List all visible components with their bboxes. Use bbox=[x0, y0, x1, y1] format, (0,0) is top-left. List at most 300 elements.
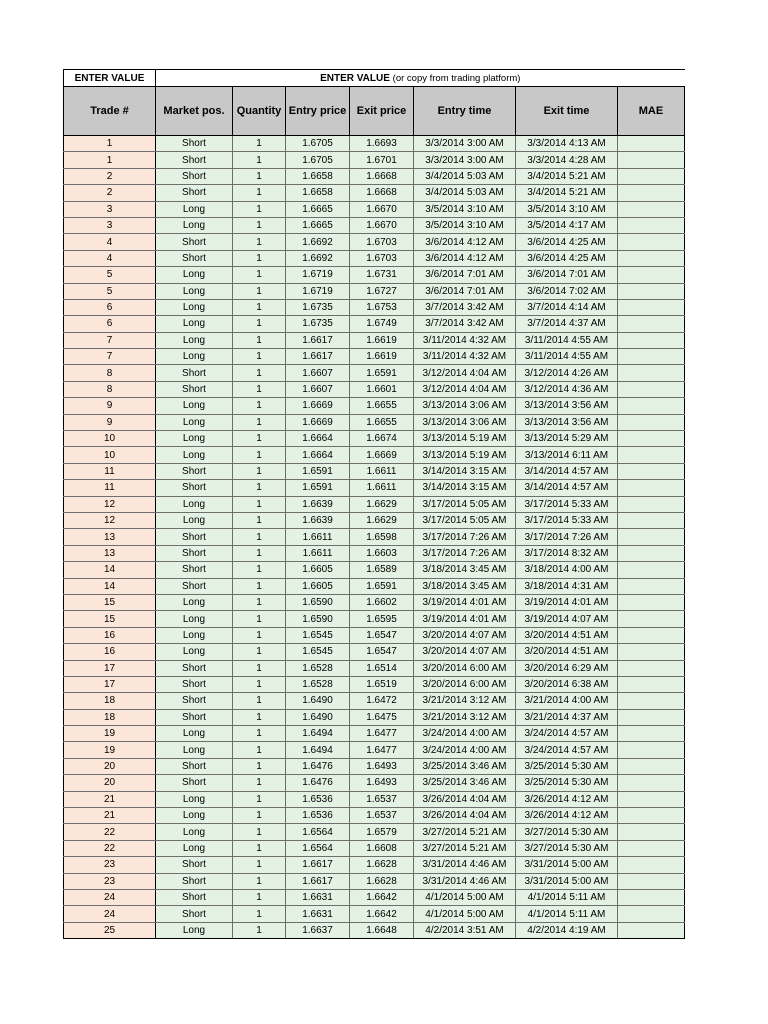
exit-time-cell[interactable]: 3/26/2014 4:12 AM bbox=[516, 808, 618, 824]
mae-cell[interactable] bbox=[618, 726, 685, 742]
entry-time-cell[interactable]: 3/24/2014 4:00 AM bbox=[414, 742, 516, 758]
exit-time-cell[interactable]: 3/20/2014 6:29 AM bbox=[516, 660, 618, 676]
trade-number-cell[interactable]: 9 bbox=[64, 398, 156, 414]
trade-number-cell[interactable]: 3 bbox=[64, 201, 156, 217]
market-position-cell[interactable]: Short bbox=[156, 676, 233, 692]
mae-cell[interactable] bbox=[618, 234, 685, 250]
exit-price-cell[interactable]: 1.6514 bbox=[350, 660, 414, 676]
market-position-cell[interactable]: Short bbox=[156, 873, 233, 889]
exit-price-cell[interactable]: 1.6629 bbox=[350, 496, 414, 512]
trade-number-cell[interactable]: 1 bbox=[64, 136, 156, 152]
mae-cell[interactable] bbox=[618, 512, 685, 528]
market-position-cell[interactable]: Long bbox=[156, 201, 233, 217]
mae-cell[interactable] bbox=[618, 201, 685, 217]
exit-price-cell[interactable]: 1.6547 bbox=[350, 627, 414, 643]
market-position-cell[interactable]: Long bbox=[156, 627, 233, 643]
entry-price-cell[interactable]: 1.6617 bbox=[286, 857, 350, 873]
market-position-cell[interactable]: Short bbox=[156, 463, 233, 479]
entry-price-cell[interactable]: 1.6735 bbox=[286, 316, 350, 332]
exit-price-cell[interactable]: 1.6693 bbox=[350, 136, 414, 152]
entry-price-cell[interactable]: 1.6590 bbox=[286, 611, 350, 627]
trade-number-cell[interactable]: 7 bbox=[64, 349, 156, 365]
exit-time-cell[interactable]: 3/13/2014 6:11 AM bbox=[516, 447, 618, 463]
trade-number-cell[interactable]: 7 bbox=[64, 332, 156, 348]
exit-price-cell[interactable]: 1.6608 bbox=[350, 840, 414, 856]
quantity-cell[interactable]: 1 bbox=[233, 349, 286, 365]
quantity-cell[interactable]: 1 bbox=[233, 447, 286, 463]
entry-price-cell[interactable]: 1.6631 bbox=[286, 889, 350, 905]
exit-time-cell[interactable]: 3/7/2014 4:14 AM bbox=[516, 299, 618, 315]
exit-price-cell[interactable]: 1.6611 bbox=[350, 480, 414, 496]
mae-cell[interactable] bbox=[618, 578, 685, 594]
entry-time-cell[interactable]: 3/4/2014 5:03 AM bbox=[414, 185, 516, 201]
trade-number-cell[interactable]: 1 bbox=[64, 152, 156, 168]
market-position-cell[interactable]: Long bbox=[156, 217, 233, 233]
entry-time-cell[interactable]: 3/21/2014 3:12 AM bbox=[414, 693, 516, 709]
entry-price-cell[interactable]: 1.6639 bbox=[286, 512, 350, 528]
entry-price-cell[interactable]: 1.6476 bbox=[286, 758, 350, 774]
exit-time-cell[interactable]: 3/14/2014 4:57 AM bbox=[516, 480, 618, 496]
quantity-cell[interactable]: 1 bbox=[233, 676, 286, 692]
entry-price-cell[interactable]: 1.6617 bbox=[286, 873, 350, 889]
exit-price-cell[interactable]: 1.6648 bbox=[350, 922, 414, 938]
market-position-cell[interactable]: Long bbox=[156, 808, 233, 824]
exit-time-cell[interactable]: 3/26/2014 4:12 AM bbox=[516, 791, 618, 807]
entry-price-cell[interactable]: 1.6664 bbox=[286, 431, 350, 447]
trade-number-cell[interactable]: 21 bbox=[64, 808, 156, 824]
quantity-cell[interactable]: 1 bbox=[233, 808, 286, 824]
exit-time-cell[interactable]: 3/20/2014 4:51 AM bbox=[516, 644, 618, 660]
market-position-cell[interactable]: Short bbox=[156, 152, 233, 168]
market-position-cell[interactable]: Long bbox=[156, 726, 233, 742]
entry-time-cell[interactable]: 3/26/2014 4:04 AM bbox=[414, 808, 516, 824]
quantity-cell[interactable]: 1 bbox=[233, 660, 286, 676]
quantity-cell[interactable]: 1 bbox=[233, 217, 286, 233]
market-position-cell[interactable]: Short bbox=[156, 660, 233, 676]
trade-number-cell[interactable]: 13 bbox=[64, 529, 156, 545]
mae-cell[interactable] bbox=[618, 594, 685, 610]
exit-price-cell[interactable]: 1.6619 bbox=[350, 349, 414, 365]
exit-price-cell[interactable]: 1.6628 bbox=[350, 873, 414, 889]
exit-price-cell[interactable]: 1.6668 bbox=[350, 185, 414, 201]
exit-price-cell[interactable]: 1.6589 bbox=[350, 562, 414, 578]
exit-price-cell[interactable]: 1.6602 bbox=[350, 594, 414, 610]
exit-time-cell[interactable]: 3/13/2014 5:29 AM bbox=[516, 431, 618, 447]
quantity-cell[interactable]: 1 bbox=[233, 889, 286, 905]
entry-time-cell[interactable]: 3/18/2014 3:45 AM bbox=[414, 578, 516, 594]
market-position-cell[interactable]: Short bbox=[156, 906, 233, 922]
exit-time-cell[interactable]: 3/3/2014 4:28 AM bbox=[516, 152, 618, 168]
mae-cell[interactable] bbox=[618, 758, 685, 774]
mae-cell[interactable] bbox=[618, 906, 685, 922]
trade-number-cell[interactable]: 8 bbox=[64, 365, 156, 381]
mae-cell[interactable] bbox=[618, 267, 685, 283]
mae-cell[interactable] bbox=[618, 316, 685, 332]
exit-time-cell[interactable]: 3/21/2014 4:37 AM bbox=[516, 709, 618, 725]
trade-number-cell[interactable]: 15 bbox=[64, 594, 156, 610]
exit-time-cell[interactable]: 3/20/2014 6:38 AM bbox=[516, 676, 618, 692]
entry-time-cell[interactable]: 3/6/2014 4:12 AM bbox=[414, 250, 516, 266]
trade-number-cell[interactable]: 4 bbox=[64, 234, 156, 250]
mae-cell[interactable] bbox=[618, 496, 685, 512]
trade-number-cell[interactable]: 8 bbox=[64, 381, 156, 397]
entry-time-cell[interactable]: 3/13/2014 5:19 AM bbox=[414, 447, 516, 463]
entry-time-cell[interactable]: 3/11/2014 4:32 AM bbox=[414, 349, 516, 365]
market-position-cell[interactable]: Long bbox=[156, 299, 233, 315]
trade-number-cell[interactable]: 2 bbox=[64, 168, 156, 184]
trade-number-cell[interactable]: 11 bbox=[64, 463, 156, 479]
entry-price-cell[interactable]: 1.6665 bbox=[286, 201, 350, 217]
mae-cell[interactable] bbox=[618, 431, 685, 447]
trade-number-cell[interactable]: 6 bbox=[64, 299, 156, 315]
trade-number-cell[interactable]: 14 bbox=[64, 562, 156, 578]
entry-price-cell[interactable]: 1.6692 bbox=[286, 250, 350, 266]
exit-price-cell[interactable]: 1.6519 bbox=[350, 676, 414, 692]
market-position-cell[interactable]: Short bbox=[156, 545, 233, 561]
trade-number-cell[interactable]: 12 bbox=[64, 512, 156, 528]
market-position-cell[interactable]: Short bbox=[156, 250, 233, 266]
market-position-cell[interactable]: Short bbox=[156, 529, 233, 545]
exit-time-cell[interactable]: 3/17/2014 5:33 AM bbox=[516, 512, 618, 528]
exit-time-cell[interactable]: 3/31/2014 5:00 AM bbox=[516, 873, 618, 889]
market-position-cell[interactable]: Long bbox=[156, 824, 233, 840]
quantity-cell[interactable]: 1 bbox=[233, 398, 286, 414]
exit-time-cell[interactable]: 3/6/2014 4:25 AM bbox=[516, 234, 618, 250]
exit-price-cell[interactable]: 1.6642 bbox=[350, 906, 414, 922]
entry-time-cell[interactable]: 3/26/2014 4:04 AM bbox=[414, 791, 516, 807]
exit-price-cell[interactable]: 1.6674 bbox=[350, 431, 414, 447]
exit-price-cell[interactable]: 1.6475 bbox=[350, 709, 414, 725]
quantity-cell[interactable]: 1 bbox=[233, 185, 286, 201]
mae-cell[interactable] bbox=[618, 463, 685, 479]
quantity-cell[interactable]: 1 bbox=[233, 611, 286, 627]
entry-time-cell[interactable]: 4/2/2014 3:51 AM bbox=[414, 922, 516, 938]
exit-time-cell[interactable]: 3/11/2014 4:55 AM bbox=[516, 332, 618, 348]
exit-time-cell[interactable]: 3/11/2014 4:55 AM bbox=[516, 349, 618, 365]
exit-price-cell[interactable]: 1.6655 bbox=[350, 398, 414, 414]
exit-price-cell[interactable]: 1.6601 bbox=[350, 381, 414, 397]
exit-time-cell[interactable]: 3/21/2014 4:00 AM bbox=[516, 693, 618, 709]
exit-time-cell[interactable]: 3/6/2014 7:01 AM bbox=[516, 267, 618, 283]
entry-price-cell[interactable]: 1.6490 bbox=[286, 693, 350, 709]
exit-time-cell[interactable]: 3/4/2014 5:21 AM bbox=[516, 185, 618, 201]
mae-cell[interactable] bbox=[618, 365, 685, 381]
mae-cell[interactable] bbox=[618, 168, 685, 184]
entry-price-cell[interactable]: 1.6607 bbox=[286, 365, 350, 381]
exit-time-cell[interactable]: 3/5/2014 4:17 AM bbox=[516, 217, 618, 233]
entry-time-cell[interactable]: 3/31/2014 4:46 AM bbox=[414, 873, 516, 889]
exit-price-cell[interactable]: 1.6655 bbox=[350, 414, 414, 430]
exit-time-cell[interactable]: 3/25/2014 5:30 AM bbox=[516, 758, 618, 774]
entry-price-cell[interactable]: 1.6536 bbox=[286, 808, 350, 824]
trade-number-cell[interactable]: 20 bbox=[64, 775, 156, 791]
quantity-cell[interactable]: 1 bbox=[233, 873, 286, 889]
entry-time-cell[interactable]: 3/20/2014 4:07 AM bbox=[414, 627, 516, 643]
mae-cell[interactable] bbox=[618, 824, 685, 840]
mae-cell[interactable] bbox=[618, 709, 685, 725]
mae-cell[interactable] bbox=[618, 922, 685, 938]
exit-price-cell[interactable]: 1.6701 bbox=[350, 152, 414, 168]
exit-time-cell[interactable]: 3/6/2014 7:02 AM bbox=[516, 283, 618, 299]
quantity-cell[interactable]: 1 bbox=[233, 922, 286, 938]
exit-price-cell[interactable]: 1.6703 bbox=[350, 250, 414, 266]
mae-cell[interactable] bbox=[618, 889, 685, 905]
quantity-cell[interactable]: 1 bbox=[233, 463, 286, 479]
entry-price-cell[interactable]: 1.6658 bbox=[286, 185, 350, 201]
exit-price-cell[interactable]: 1.6628 bbox=[350, 857, 414, 873]
entry-price-cell[interactable]: 1.6490 bbox=[286, 709, 350, 725]
trade-number-cell[interactable]: 5 bbox=[64, 267, 156, 283]
exit-time-cell[interactable]: 3/18/2014 4:31 AM bbox=[516, 578, 618, 594]
quantity-cell[interactable]: 1 bbox=[233, 562, 286, 578]
entry-price-cell[interactable]: 1.6564 bbox=[286, 824, 350, 840]
mae-cell[interactable] bbox=[618, 857, 685, 873]
mae-cell[interactable] bbox=[618, 332, 685, 348]
quantity-cell[interactable]: 1 bbox=[233, 775, 286, 791]
entry-price-cell[interactable]: 1.6528 bbox=[286, 660, 350, 676]
market-position-cell[interactable]: Long bbox=[156, 349, 233, 365]
exit-time-cell[interactable]: 3/7/2014 4:37 AM bbox=[516, 316, 618, 332]
exit-price-cell[interactable]: 1.6629 bbox=[350, 512, 414, 528]
entry-time-cell[interactable]: 3/13/2014 3:06 AM bbox=[414, 414, 516, 430]
trade-number-cell[interactable]: 22 bbox=[64, 824, 156, 840]
quantity-cell[interactable]: 1 bbox=[233, 365, 286, 381]
quantity-cell[interactable]: 1 bbox=[233, 824, 286, 840]
market-position-cell[interactable]: Short bbox=[156, 562, 233, 578]
market-position-cell[interactable]: Long bbox=[156, 594, 233, 610]
trade-number-cell[interactable]: 21 bbox=[64, 791, 156, 807]
trade-number-cell[interactable]: 20 bbox=[64, 758, 156, 774]
entry-time-cell[interactable]: 3/24/2014 4:00 AM bbox=[414, 726, 516, 742]
trade-number-cell[interactable]: 9 bbox=[64, 414, 156, 430]
exit-time-cell[interactable]: 3/19/2014 4:01 AM bbox=[516, 594, 618, 610]
entry-time-cell[interactable]: 3/19/2014 4:01 AM bbox=[414, 594, 516, 610]
entry-time-cell[interactable]: 3/21/2014 3:12 AM bbox=[414, 709, 516, 725]
exit-time-cell[interactable]: 3/13/2014 3:56 AM bbox=[516, 414, 618, 430]
exit-price-cell[interactable]: 1.6579 bbox=[350, 824, 414, 840]
exit-price-cell[interactable]: 1.6670 bbox=[350, 201, 414, 217]
exit-price-cell[interactable]: 1.6591 bbox=[350, 365, 414, 381]
mae-cell[interactable] bbox=[618, 217, 685, 233]
exit-price-cell[interactable]: 1.6731 bbox=[350, 267, 414, 283]
market-position-cell[interactable]: Short bbox=[156, 889, 233, 905]
mae-cell[interactable] bbox=[618, 185, 685, 201]
quantity-cell[interactable]: 1 bbox=[233, 644, 286, 660]
market-position-cell[interactable]: Long bbox=[156, 611, 233, 627]
entry-price-cell[interactable]: 1.6735 bbox=[286, 299, 350, 315]
exit-price-cell[interactable]: 1.6477 bbox=[350, 742, 414, 758]
exit-price-cell[interactable]: 1.6477 bbox=[350, 726, 414, 742]
quantity-cell[interactable]: 1 bbox=[233, 250, 286, 266]
entry-time-cell[interactable]: 3/17/2014 7:26 AM bbox=[414, 545, 516, 561]
trade-number-cell[interactable]: 10 bbox=[64, 431, 156, 447]
entry-price-cell[interactable]: 1.6528 bbox=[286, 676, 350, 692]
quantity-cell[interactable]: 1 bbox=[233, 283, 286, 299]
exit-time-cell[interactable]: 3/17/2014 5:33 AM bbox=[516, 496, 618, 512]
entry-time-cell[interactable]: 3/19/2014 4:01 AM bbox=[414, 611, 516, 627]
mae-cell[interactable] bbox=[618, 349, 685, 365]
exit-price-cell[interactable]: 1.6595 bbox=[350, 611, 414, 627]
trade-number-cell[interactable]: 12 bbox=[64, 496, 156, 512]
mae-cell[interactable] bbox=[618, 381, 685, 397]
quantity-cell[interactable]: 1 bbox=[233, 840, 286, 856]
entry-price-cell[interactable]: 1.6639 bbox=[286, 496, 350, 512]
trade-number-cell[interactable]: 11 bbox=[64, 480, 156, 496]
quantity-cell[interactable]: 1 bbox=[233, 168, 286, 184]
trade-number-cell[interactable]: 22 bbox=[64, 840, 156, 856]
trade-number-cell[interactable]: 24 bbox=[64, 906, 156, 922]
quantity-cell[interactable]: 1 bbox=[233, 496, 286, 512]
market-position-cell[interactable]: Long bbox=[156, 922, 233, 938]
mae-cell[interactable] bbox=[618, 562, 685, 578]
entry-time-cell[interactable]: 3/12/2014 4:04 AM bbox=[414, 365, 516, 381]
entry-price-cell[interactable]: 1.6669 bbox=[286, 398, 350, 414]
exit-time-cell[interactable]: 3/14/2014 4:57 AM bbox=[516, 463, 618, 479]
quantity-cell[interactable]: 1 bbox=[233, 578, 286, 594]
entry-time-cell[interactable]: 3/14/2014 3:15 AM bbox=[414, 480, 516, 496]
mae-cell[interactable] bbox=[618, 627, 685, 643]
entry-price-cell[interactable]: 1.6545 bbox=[286, 644, 350, 660]
exit-price-cell[interactable]: 1.6669 bbox=[350, 447, 414, 463]
entry-price-cell[interactable]: 1.6611 bbox=[286, 529, 350, 545]
entry-price-cell[interactable]: 1.6664 bbox=[286, 447, 350, 463]
mae-cell[interactable] bbox=[618, 152, 685, 168]
mae-cell[interactable] bbox=[618, 791, 685, 807]
entry-time-cell[interactable]: 3/18/2014 3:45 AM bbox=[414, 562, 516, 578]
exit-price-cell[interactable]: 1.6472 bbox=[350, 693, 414, 709]
entry-time-cell[interactable]: 3/14/2014 3:15 AM bbox=[414, 463, 516, 479]
exit-time-cell[interactable]: 3/4/2014 5:21 AM bbox=[516, 168, 618, 184]
mae-cell[interactable] bbox=[618, 136, 685, 152]
entry-time-cell[interactable]: 3/20/2014 6:00 AM bbox=[414, 676, 516, 692]
exit-time-cell[interactable]: 3/12/2014 4:36 AM bbox=[516, 381, 618, 397]
entry-price-cell[interactable]: 1.6669 bbox=[286, 414, 350, 430]
mae-cell[interactable] bbox=[618, 529, 685, 545]
market-position-cell[interactable]: Long bbox=[156, 742, 233, 758]
exit-time-cell[interactable]: 3/13/2014 3:56 AM bbox=[516, 398, 618, 414]
quantity-cell[interactable]: 1 bbox=[233, 414, 286, 430]
entry-time-cell[interactable]: 3/31/2014 4:46 AM bbox=[414, 857, 516, 873]
market-position-cell[interactable]: Short bbox=[156, 185, 233, 201]
mae-cell[interactable] bbox=[618, 840, 685, 856]
quantity-cell[interactable]: 1 bbox=[233, 545, 286, 561]
market-position-cell[interactable]: Short bbox=[156, 857, 233, 873]
entry-time-cell[interactable]: 3/27/2014 5:21 AM bbox=[414, 840, 516, 856]
entry-time-cell[interactable]: 3/5/2014 3:10 AM bbox=[414, 217, 516, 233]
entry-time-cell[interactable]: 3/6/2014 7:01 AM bbox=[414, 283, 516, 299]
exit-time-cell[interactable]: 3/25/2014 5:30 AM bbox=[516, 775, 618, 791]
entry-price-cell[interactable]: 1.6476 bbox=[286, 775, 350, 791]
entry-price-cell[interactable]: 1.6705 bbox=[286, 136, 350, 152]
entry-price-cell[interactable]: 1.6665 bbox=[286, 217, 350, 233]
exit-time-cell[interactable]: 3/6/2014 4:25 AM bbox=[516, 250, 618, 266]
entry-time-cell[interactable]: 3/25/2014 3:46 AM bbox=[414, 775, 516, 791]
trade-number-cell[interactable]: 18 bbox=[64, 693, 156, 709]
market-position-cell[interactable]: Short bbox=[156, 136, 233, 152]
entry-price-cell[interactable]: 1.6631 bbox=[286, 906, 350, 922]
entry-time-cell[interactable]: 4/1/2014 5:00 AM bbox=[414, 906, 516, 922]
entry-price-cell[interactable]: 1.6545 bbox=[286, 627, 350, 643]
market-position-cell[interactable]: Short bbox=[156, 480, 233, 496]
mae-cell[interactable] bbox=[618, 398, 685, 414]
trade-number-cell[interactable]: 24 bbox=[64, 889, 156, 905]
exit-time-cell[interactable]: 4/2/2014 4:19 AM bbox=[516, 922, 618, 938]
entry-time-cell[interactable]: 3/17/2014 5:05 AM bbox=[414, 512, 516, 528]
entry-time-cell[interactable]: 3/6/2014 7:01 AM bbox=[414, 267, 516, 283]
mae-cell[interactable] bbox=[618, 611, 685, 627]
exit-time-cell[interactable]: 3/18/2014 4:00 AM bbox=[516, 562, 618, 578]
mae-cell[interactable] bbox=[618, 644, 685, 660]
entry-price-cell[interactable]: 1.6617 bbox=[286, 332, 350, 348]
quantity-cell[interactable]: 1 bbox=[233, 316, 286, 332]
exit-price-cell[interactable]: 1.6598 bbox=[350, 529, 414, 545]
entry-time-cell[interactable]: 3/11/2014 4:32 AM bbox=[414, 332, 516, 348]
entry-time-cell[interactable]: 3/5/2014 3:10 AM bbox=[414, 201, 516, 217]
market-position-cell[interactable]: Long bbox=[156, 447, 233, 463]
entry-time-cell[interactable]: 3/20/2014 4:07 AM bbox=[414, 644, 516, 660]
entry-price-cell[interactable]: 1.6591 bbox=[286, 463, 350, 479]
quantity-cell[interactable]: 1 bbox=[233, 742, 286, 758]
exit-time-cell[interactable]: 3/27/2014 5:30 AM bbox=[516, 840, 618, 856]
trade-number-cell[interactable]: 23 bbox=[64, 857, 156, 873]
exit-price-cell[interactable]: 1.6537 bbox=[350, 791, 414, 807]
exit-price-cell[interactable]: 1.6619 bbox=[350, 332, 414, 348]
trade-number-cell[interactable]: 10 bbox=[64, 447, 156, 463]
exit-price-cell[interactable]: 1.6753 bbox=[350, 299, 414, 315]
entry-price-cell[interactable]: 1.6692 bbox=[286, 234, 350, 250]
exit-price-cell[interactable]: 1.6603 bbox=[350, 545, 414, 561]
mae-cell[interactable] bbox=[618, 545, 685, 561]
market-position-cell[interactable]: Short bbox=[156, 381, 233, 397]
quantity-cell[interactable]: 1 bbox=[233, 594, 286, 610]
market-position-cell[interactable]: Long bbox=[156, 791, 233, 807]
market-position-cell[interactable]: Long bbox=[156, 644, 233, 660]
market-position-cell[interactable]: Long bbox=[156, 332, 233, 348]
quantity-cell[interactable]: 1 bbox=[233, 152, 286, 168]
quantity-cell[interactable]: 1 bbox=[233, 299, 286, 315]
trade-number-cell[interactable]: 2 bbox=[64, 185, 156, 201]
entry-time-cell[interactable]: 3/7/2014 3:42 AM bbox=[414, 299, 516, 315]
quantity-cell[interactable]: 1 bbox=[233, 234, 286, 250]
exit-time-cell[interactable]: 3/17/2014 7:26 AM bbox=[516, 529, 618, 545]
exit-time-cell[interactable]: 3/17/2014 8:32 AM bbox=[516, 545, 618, 561]
quantity-cell[interactable]: 1 bbox=[233, 709, 286, 725]
trade-number-cell[interactable]: 3 bbox=[64, 217, 156, 233]
market-position-cell[interactable]: Long bbox=[156, 267, 233, 283]
exit-price-cell[interactable]: 1.6547 bbox=[350, 644, 414, 660]
trade-number-cell[interactable]: 15 bbox=[64, 611, 156, 627]
exit-price-cell[interactable]: 1.6493 bbox=[350, 758, 414, 774]
trade-number-cell[interactable]: 18 bbox=[64, 709, 156, 725]
market-position-cell[interactable]: Short bbox=[156, 365, 233, 381]
entry-price-cell[interactable]: 1.6536 bbox=[286, 791, 350, 807]
market-position-cell[interactable]: Short bbox=[156, 578, 233, 594]
quantity-cell[interactable]: 1 bbox=[233, 627, 286, 643]
quantity-cell[interactable]: 1 bbox=[233, 857, 286, 873]
entry-price-cell[interactable]: 1.6705 bbox=[286, 152, 350, 168]
exit-price-cell[interactable]: 1.6537 bbox=[350, 808, 414, 824]
trade-number-cell[interactable]: 4 bbox=[64, 250, 156, 266]
trade-number-cell[interactable]: 5 bbox=[64, 283, 156, 299]
market-position-cell[interactable]: Long bbox=[156, 431, 233, 447]
exit-time-cell[interactable]: 3/24/2014 4:57 AM bbox=[516, 742, 618, 758]
quantity-cell[interactable]: 1 bbox=[233, 791, 286, 807]
mae-cell[interactable] bbox=[618, 693, 685, 709]
exit-time-cell[interactable]: 3/31/2014 5:00 AM bbox=[516, 857, 618, 873]
mae-cell[interactable] bbox=[618, 775, 685, 791]
quantity-cell[interactable]: 1 bbox=[233, 332, 286, 348]
entry-price-cell[interactable]: 1.6564 bbox=[286, 840, 350, 856]
